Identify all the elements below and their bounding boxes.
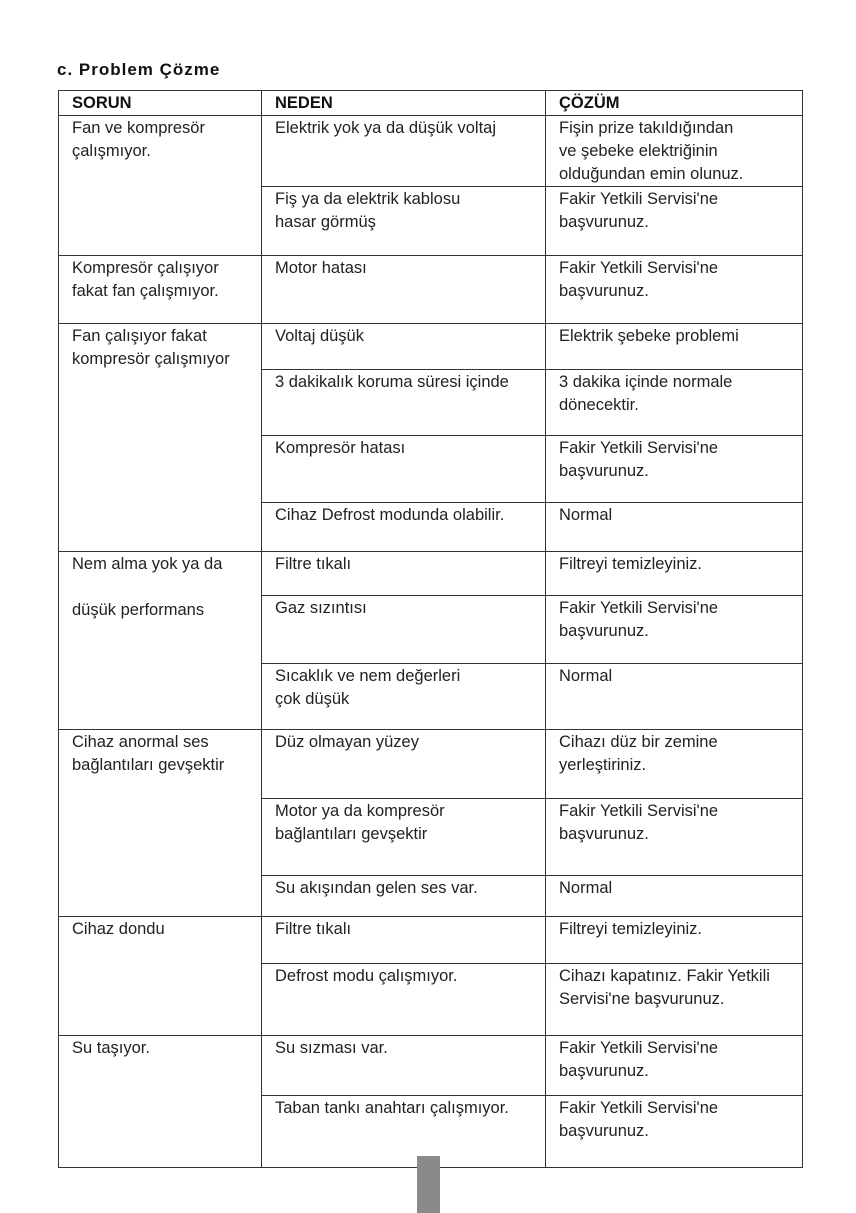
solution-cell: Normal (546, 664, 803, 730)
page-tab-marker (417, 1156, 440, 1213)
solution-cell: 3 dakika içinde normale dönecektir. (546, 370, 803, 436)
solution-cell: Fakir Yetkili Servisi'ne başvurunuz. (546, 596, 803, 664)
table-row (59, 256, 803, 324)
solution-cell: Cihazı düz bir zemine yerleştiriniz. (546, 730, 803, 799)
solution-cell: Fakir Yetkili Servisi'ne başvurunuz. (546, 436, 803, 503)
table-row (59, 116, 803, 187)
cause-cell: Cihaz Defrost modunda olabilir. (262, 503, 546, 552)
solution-cell: Normal (546, 503, 803, 552)
troubleshooting-table (58, 90, 803, 1168)
problem-cell: Nem alma yok ya da düşük performans (59, 552, 262, 730)
solution-cell: Fakir Yetkili Servisi'ne başvurunuz. (546, 1096, 803, 1168)
cause-cell: Su sızması var. (262, 1036, 546, 1096)
solution-cell: Fakir Yetkili Servisi'ne başvurunuz. (546, 799, 803, 876)
solution-cell: Cihazı kapatınız. Fakir Yetkili Servisi'ne başvurunuz. (546, 964, 803, 1036)
table-row (59, 730, 803, 799)
problem-cell: Fan çalışıyor fakat kompresör çalışmıyor (59, 324, 262, 552)
cause-cell: 3 dakikalık koruma süresi içinde (262, 370, 546, 436)
cause-cell: Motor hatası (262, 256, 546, 324)
solution-cell: Fakir Yetkili Servisi'ne başvurunuz. (546, 1036, 803, 1096)
problem-cell: Cihaz anormal ses bağlantıları gevşektir (59, 730, 262, 917)
problem-cell: Fan ve kompresör çalışmıyor. (59, 116, 262, 256)
cause-cell: Gaz sızıntısı (262, 596, 546, 664)
solution-cell: Elektrik şebeke problemi (546, 324, 803, 370)
cause-cell: Defrost modu çalışmıyor. (262, 964, 546, 1036)
cause-cell: Su akışından gelen ses var. (262, 876, 546, 917)
table-row (59, 324, 803, 370)
solution-cell: Normal (546, 876, 803, 917)
problem-cell: Su taşıyor. (59, 1036, 262, 1168)
cause-cell: Kompresör hatası (262, 436, 546, 503)
cause-cell: Fiş ya da elektrik kablosu hasar görmüş (262, 187, 546, 256)
cause-cell: Motor ya da kompresör bağlantıları gevşektir (262, 799, 546, 876)
solution-cell: Filtreyi temizleyiniz. (546, 917, 803, 964)
table-row (59, 1036, 803, 1096)
section-title: c. Problem Çözme (57, 60, 221, 79)
cause-cell: Düz olmayan yüzey (262, 730, 546, 799)
table-row (59, 917, 803, 964)
cause-cell: Sıcaklık ve nem değerleri çok düşük (262, 664, 546, 730)
header-solution: ÇÖZÜM (546, 91, 803, 116)
table-row (59, 552, 803, 596)
cause-cell: Elektrik yok ya da düşük voltaj (262, 116, 546, 187)
header-cause: NEDEN (262, 91, 546, 116)
cause-cell: Filtre tıkalı (262, 917, 546, 964)
solution-cell: Fakir Yetkili Servisi'ne başvurunuz. (546, 256, 803, 324)
cause-cell: Voltaj düşük (262, 324, 546, 370)
solution-cell: Filtreyi temizleyiniz. (546, 552, 803, 596)
problem-cell: Cihaz dondu (59, 917, 262, 1036)
problem-cell: Kompresör çalışıyor fakat fan çalışmıyor. (59, 256, 262, 324)
cause-cell: Taban tankı anahtarı çalışmıyor. (262, 1096, 546, 1168)
cause-cell: Filtre tıkalı (262, 552, 546, 596)
solution-cell: Fakir Yetkili Servisi'ne başvurunuz. (546, 187, 803, 256)
table-header-row (59, 91, 803, 116)
header-problem: SORUN (59, 91, 262, 116)
solution-cell: Fişin prize takıldığından ve şebeke elektriğinin olduğundan emin olunuz. (546, 116, 803, 187)
